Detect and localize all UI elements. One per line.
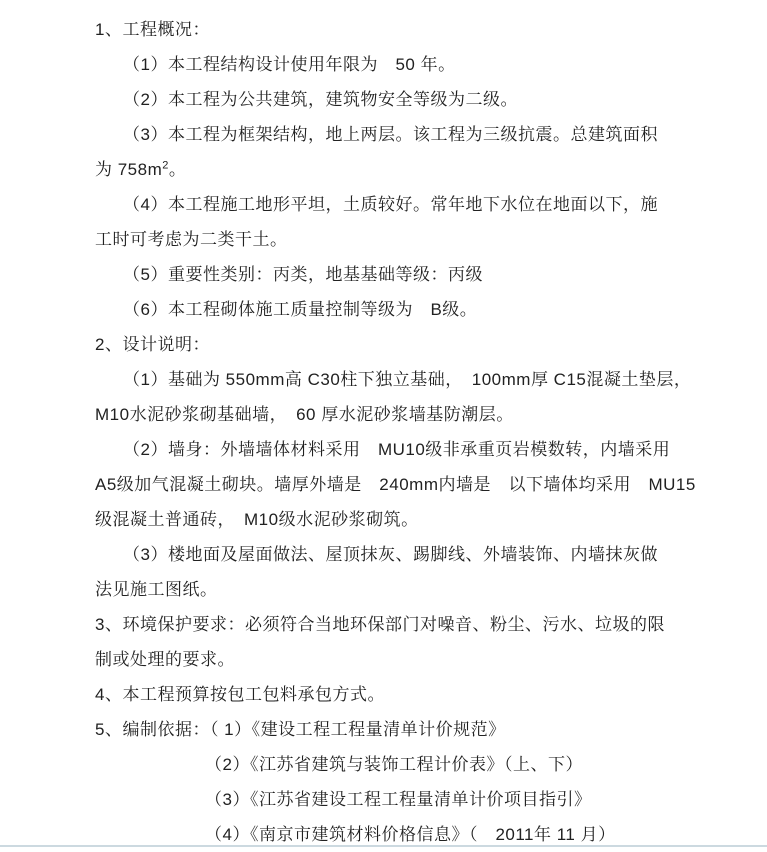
text-line: （1）基础为 550mm高 C30柱下独立基础， 100mm厚 C15混凝土垫层， xyxy=(123,370,692,389)
text-line: 制或处理的要求。 xyxy=(95,650,235,669)
text-line: 级混凝土普通砖， M10级水泥砂浆砌筑。 xyxy=(95,510,419,529)
text-line: M10水泥砂浆砌基础墙， 60 厚水泥砂浆墙基防潮层。 xyxy=(95,405,514,424)
text-line: 工时可考虑为二类干土。 xyxy=(95,230,288,249)
text-line: （4）本工程施工地形平坦，土质较好。常年地下水位在地面以下，施 xyxy=(123,195,658,214)
text-line: （3）楼地面及屋面做法、屋顶抹灰、踢脚线、外墙装饰、内墙抹灰做 xyxy=(123,545,658,564)
text-line: （3）本工程为框架结构，地上两层。该工程为三级抗震。总建筑面积 xyxy=(123,125,658,144)
text-line: 1、工程概况： xyxy=(95,20,210,39)
text-line: （4）《南京市建筑材料价格信息》（ 2011年 11 月） xyxy=(205,825,616,844)
text-line: （6）本工程砌体施工质量控制等级为 B级。 xyxy=(123,300,478,319)
text-line: （5）重要性类别：丙类，地基基础等级：丙级 xyxy=(123,265,483,284)
text-segment: 为 758m xyxy=(95,160,163,179)
text-line: （2）墙身：外墙墙体材料采用 MU10级非承重页岩模数转，内墙采用 xyxy=(123,440,671,459)
text-line: （2）《江苏省建筑与装饰工程计价表》（上、下） xyxy=(205,755,583,774)
text-line: A5级加气混凝土砌块。墙厚外墙是 240mm内墙是 以下墙体均采用 MU15 xyxy=(95,475,696,494)
text-line: 法见施工图纸。 xyxy=(95,580,218,599)
text-line: 4、本工程预算按包工包料承包方式。 xyxy=(95,685,385,704)
text-line: 3、环境保护要求：必须符合当地环保部门对噪音、粉尘、污水、垃圾的限 xyxy=(95,615,665,634)
text-line: （1）本工程结构设计使用年限为 50 年。 xyxy=(123,55,456,74)
text-line xyxy=(95,152,737,187)
text-line: 5、编制依据：（ 1）《建设工程工程量清单计价规范》 xyxy=(95,720,506,739)
superscript: 2 xyxy=(162,159,169,172)
text-line: 2、设计说明： xyxy=(95,335,210,354)
text-line: （2）本工程为公共建筑，建筑物安全等级为二级。 xyxy=(123,90,518,109)
text-line: （3）《江苏省建设工程工程量清单计价项目指引》 xyxy=(205,790,592,809)
text-segment: 。 xyxy=(168,160,187,179)
